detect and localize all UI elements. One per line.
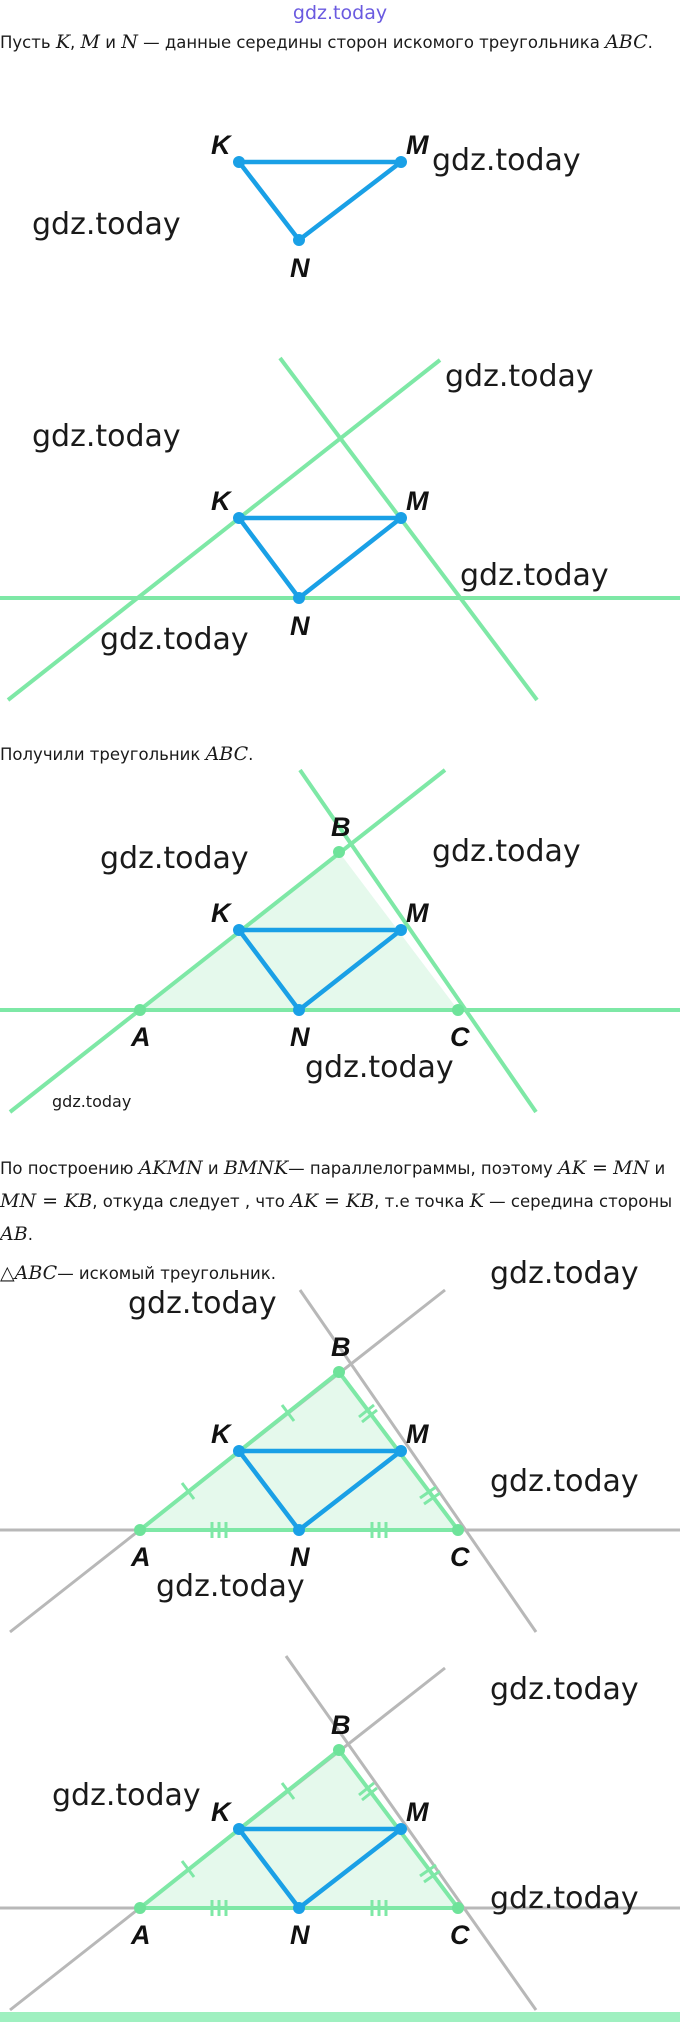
label-n: N: [290, 1022, 310, 1052]
point-k: [233, 1823, 245, 1835]
watermark: gdz.today: [52, 1778, 201, 1813]
label-n: N: [290, 253, 310, 283]
label-a: A: [131, 1920, 151, 1950]
label-m: M: [406, 1797, 429, 1827]
label-k: K: [211, 1797, 231, 1827]
label-n: N: [290, 1542, 310, 1572]
label-n: N: [290, 1920, 310, 1950]
label-c: C: [450, 1920, 470, 1950]
watermark: gdz.today: [490, 1256, 639, 1291]
triangle-kmn: [239, 518, 401, 598]
triangle-kmn: [239, 162, 401, 240]
point-k: [233, 1445, 245, 1457]
watermark: gdz.today: [52, 1092, 132, 1111]
point-k: [233, 924, 245, 936]
label-c: C: [450, 1022, 470, 1052]
label-m: M: [406, 1419, 429, 1449]
label-b: B: [331, 812, 351, 842]
paragraph-2: Получили треугольник ABC.: [0, 743, 254, 765]
watermark: gdz.today: [445, 359, 594, 394]
watermark: gdz.today: [490, 1881, 639, 1916]
point-n: [293, 1902, 305, 1914]
label-k: K: [211, 1419, 231, 1449]
figure-2: [0, 350, 680, 710]
watermark: gdz.today: [432, 834, 581, 869]
footer-bar: [0, 2012, 680, 2022]
watermark: gdz.today: [156, 1569, 305, 1604]
point-n: [293, 1524, 305, 1536]
label-c: C: [450, 1542, 470, 1572]
watermark: gdz.today: [490, 1464, 639, 1499]
point-n: [293, 234, 305, 246]
watermark: gdz.today: [490, 1672, 639, 1707]
label-b: B: [331, 1710, 351, 1740]
watermark: gdz.today: [460, 558, 609, 593]
paragraph-4: △ABC— искомый треугольник.: [0, 1262, 276, 1284]
point-c: [452, 1524, 464, 1536]
label-k: K: [211, 898, 231, 928]
figure-5: [0, 1672, 680, 2012]
point-a: [134, 1524, 146, 1536]
watermark: gdz.today: [32, 419, 181, 454]
label-b: B: [331, 1332, 351, 1362]
label-m: M: [406, 898, 429, 928]
paragraph-1: Пусть K, M и N — данные середины сторон искомого треугольника ABC.: [0, 31, 653, 53]
point-a: [134, 1004, 146, 1016]
label-n: N: [290, 611, 310, 641]
point-n: [293, 1004, 305, 1016]
label-k: K: [211, 130, 231, 160]
label-k: K: [211, 486, 231, 516]
line-through-m: [280, 358, 537, 700]
paragraph-3: По построению AKMN и BMNK— параллелограммы, поэтому AK = MN и MN = KB, откуда следует , что AK = KB, т.е точка K — середина стороны AB.: [0, 1157, 673, 1245]
watermark: gdz.today: [32, 207, 181, 242]
figure-1: [0, 80, 680, 310]
label-m: M: [406, 130, 429, 160]
point-k: [233, 512, 245, 524]
watermark: gdz.today: [128, 1286, 277, 1321]
figure-3: [0, 770, 680, 1120]
point-c: [452, 1004, 464, 1016]
point-a: [134, 1902, 146, 1914]
watermark: gdz.today: [432, 143, 581, 178]
point-b: [333, 1744, 345, 1756]
point-b: [333, 1366, 345, 1378]
label-a: A: [131, 1022, 151, 1052]
point-k: [233, 156, 245, 168]
label-a: A: [131, 1542, 151, 1572]
point-b: [333, 846, 345, 858]
point-n: [293, 592, 305, 604]
watermark: gdz.today: [305, 1050, 454, 1085]
site-logo[interactable]: gdz.today: [292, 2, 388, 24]
point-c: [452, 1902, 464, 1914]
watermark: gdz.today: [100, 841, 249, 876]
label-m: M: [406, 486, 429, 516]
watermark: gdz.today: [100, 622, 249, 657]
